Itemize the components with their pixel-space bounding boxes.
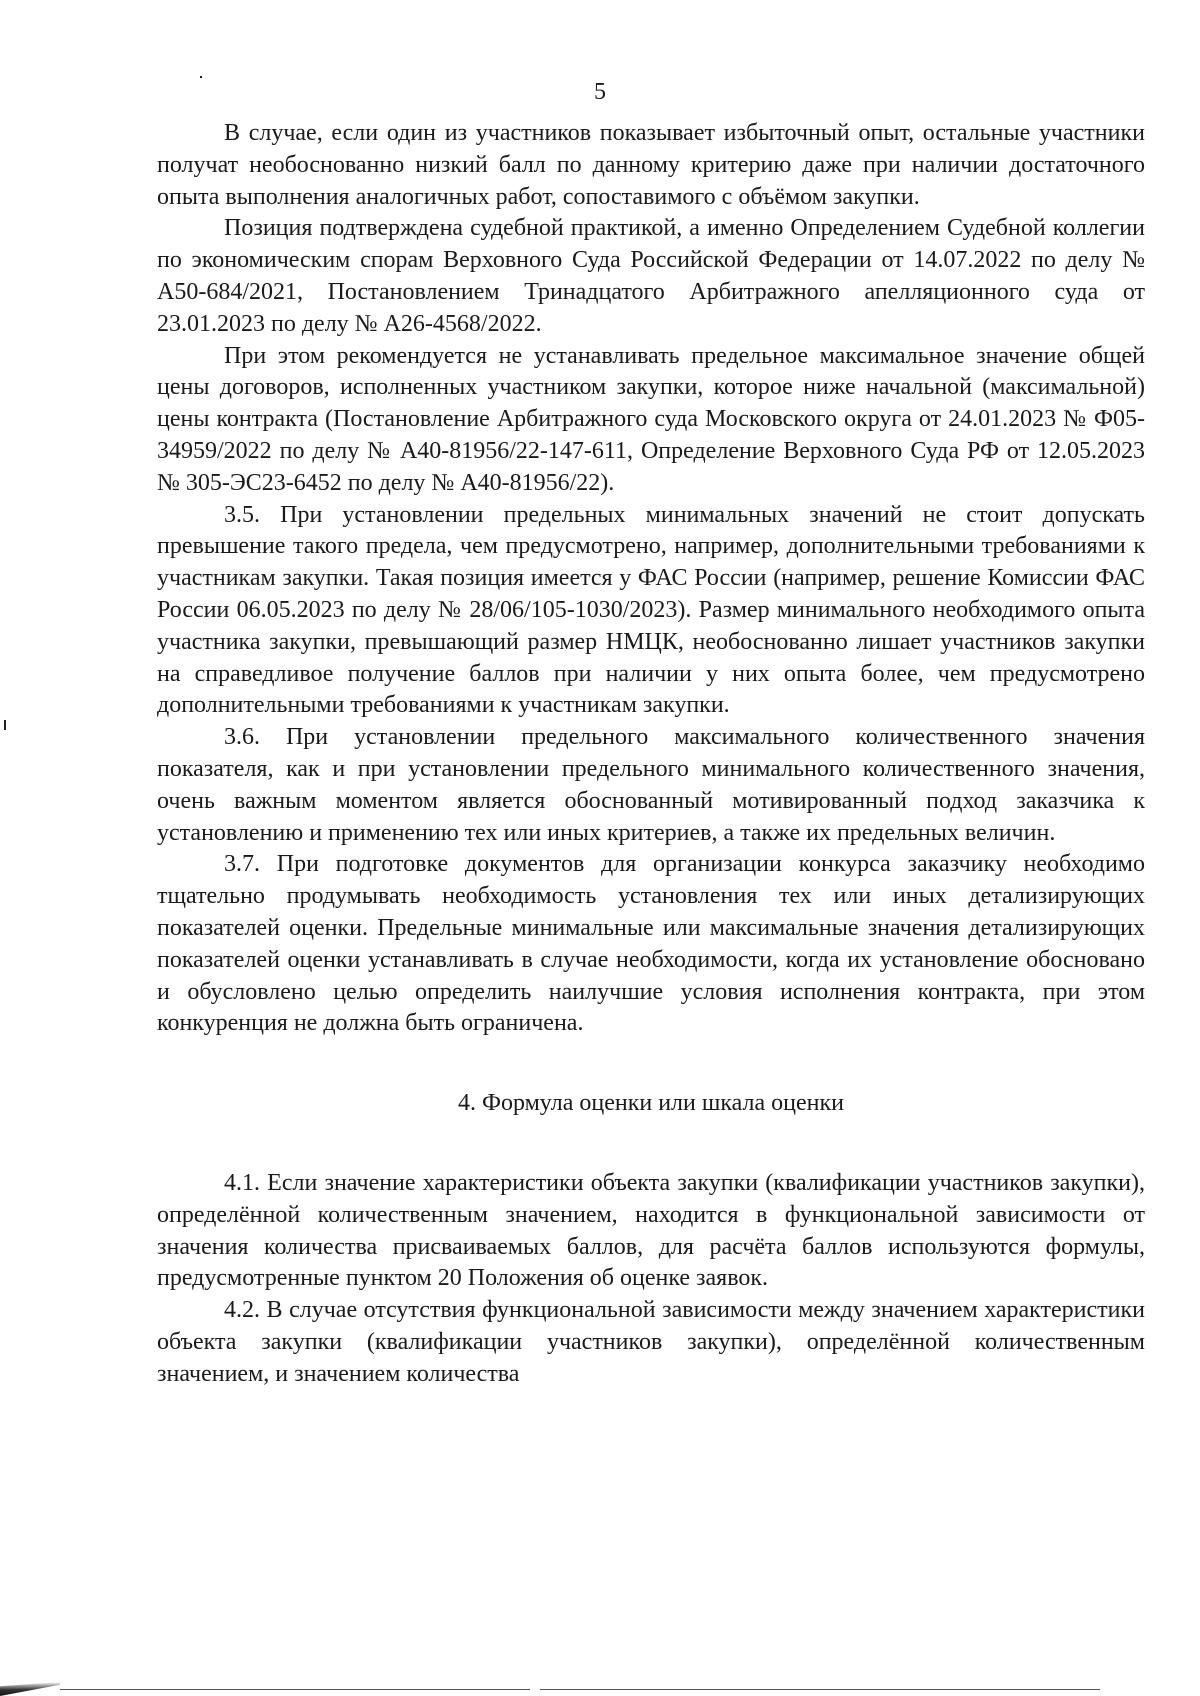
section-heading: 4. Формула оценки или шкала оценки [458,1090,844,1117]
paragraph-3-7: 3.7. При подготовке документов для организации конкурса заказчику необходимо тщательно продумывать необходимость установления тех или иных детализирующих показателей оценки. Предельные минимальные или максимальные значения детализирующих показателей оценки устанавливать в случае необходимости, когда их установление обосновано и обусловлено целью определить наилучшие условия исполнения контракта, при этом конкуренция не должна быть ограничена. [157,851,1145,1037]
bottom-rule-right [540,1689,1100,1690]
paragraph-max-value-recommendation: При этом рекомендуется не устанавливать предельное максимальное значение общей цены договоров, исполненных участником закупки, которое ниже начальной (максимальной) цены контракта (Постановление Арбитражного суда Московского округа от 24.01.2023 № Ф05-34959/2022 по делу № А40-81956/22-147-611, Определение Верховного Суда РФ от 12.05.2023 № 305-ЭС23-6452 по делу № А40-81956/22). [157,342,1145,496]
page-number: 5 [594,79,606,105]
paragraph-4-2: 4.2. В случае отсутствия функциональной зависимости между значением характеристики объекта закупки (квалификации участников закупки), определённой количественным значением, и значением количества [157,1297,1145,1387]
paragraph-court-practice: Позиция подтверждена судебной практикой, а именно Определением Судебной коллегии по экономическим спорам Верховного Суда Российской Федерации от 14.07.2022 по делу № А50-684/2021, Постановлением Тринадцатого Арбитражного апелляционного суда от 23.01.2023 по делу № А26-4568/2022. [157,215,1145,337]
scan-mark-left [4,720,6,730]
paragraph-excess-experience: В случае, если один из участников показывает избыточный опыт, остальные участники получат необоснованно низкий балл по данному критерию даже при наличии достаточного опыта выполнения аналогичных работ, сопоставимого с объёмом закупки. [157,120,1145,210]
paragraph-3-5: 3.5. При установлении предельных минимальных значений не стоит допускать превышение такого предела, чем предусмотрено, например, дополнительными требованиями к участникам закупки. Такая позиция имеется у ФАС России (например, решение Комиссии ФАС России 06.05.2023 по делу № 28/06/105-1030/2023). Размер минимального необходимого опыта участника закупки, превышающий размер НМЦК, необоснованно лишает участников закупки на справедливое получение баллов при наличии у них опыта более, чем предусмотрено дополнительными требованиями к участникам закупки. [157,501,1145,719]
scan-mark-top [200,76,202,78]
document-body [157,118,1145,1390]
bottom-rule-left [60,1689,530,1690]
paragraph-3-6: 3.6. При установлении предельного максимального количественного значения показателя, как и при установлении предельного минимального количественного значения, очень важным моментом является обоснованный мотивированный подход заказчика к установлению и применению тех или иных критериев, а также их предельных величин. [157,724,1145,846]
scan-edge-shadow [0,1682,60,1696]
paragraph-4-1: 4.1. Если значение характеристики объекта закупки (квалификации участников закупки), определённой количественным значением, находится в функциональной зависимости от значения количества присваиваемых баллов, для расчёта баллов используются формулы, предусмотренные пунктом 20 Положения об оценке заявок. [157,1169,1145,1292]
